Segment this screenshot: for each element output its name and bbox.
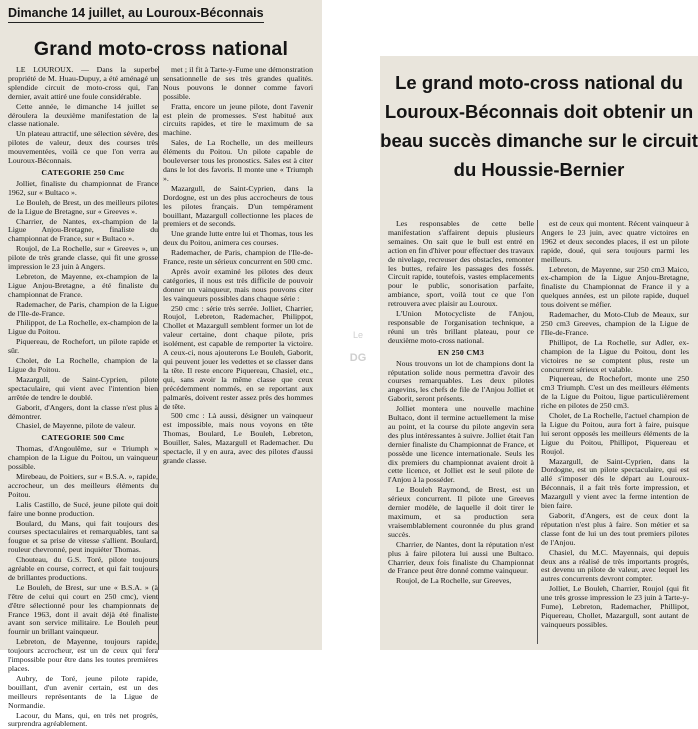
article-paragraph: 250 cmc : série très serrée. Jolliet, Charrier, Roujol, Lebreton, Rademacher, Philippot, Chollet et Mazargull semblent former un lot de valeur certaine, dont chaque pilote, pris isolément, est capable de remporter la victoire. A ceux-ci, nous ajouterons Le Bouleh, Gaborit, qui peuvent jouer les vedettes et se classer dans la tête. Il reste encore Piquereau, Chasiel, etc., qui, sans avoir la même classe que ceux précédemment nommés, en se reportant aux palmarès, doivent rester assez près des hommes de tête. — [163, 303, 313, 411]
article-paragraph: Chasiel, de Mayenne, pilote de valeur. — [16, 421, 136, 431]
article-paragraph: Cholet, de La Rochelle, l'actuel champion de la Ligue du Poitou, aura fort à faire, puisque lui seront opposés les meilleurs éléments de la Ligue du Poitou, Phillipot, Piquereau et Roujol. — [541, 411, 689, 456]
article-paragraph: Une grande lutte entre lui et Thomas, tous les deux du Poitou, animera ces courses. — [163, 229, 313, 248]
archive-stamp-watermark: Le DG — [349, 330, 367, 364]
article-paragraph: Jolliet montera une nouvelle machine Bultaco, dont il termine actuellement la mise au point, et la course du pilote angevin sera des plus intéressantes à suivre. Jolliet était l'an dernier finaliste du Championnat de France, et possède une licence internationale. Seuls les dix premiers du championnat avaient droit à cette licence, et Jolliet est le seul pilote de l'Anjou à la posséder. — [388, 404, 534, 485]
article-paragraph: Roujol, de La Rochelle, sur Greeves, — [396, 576, 512, 586]
article-paragraph: Cette année, le dimanche 14 juillet se déroulera la deuxième manifestation de la classe nationale. — [8, 101, 158, 129]
article-column-1 — [388, 220, 534, 644]
article-paragraph: 500 cmc : Là aussi, désigner un vainqueur est impossible, mais nous voyons en tête Thomas, Boulard, Le Bouleh, Lebreton, Bouiller, Sales, Mazargull et Rademacher. Du spectacle, il y en aura, avec des pilotes d'aussi grande classe. — [163, 411, 313, 465]
article-paragraph: L'Union Motocycliste de l'Anjou, responsable de l'organisation technique, a réuni un très brillant plateau, pour ce deuxième moto-cross national. — [388, 309, 534, 345]
article-paragraph: Rademacher, de Paris, champion de la Ligue de l'Ile-de-France. — [8, 299, 158, 318]
article-paragraph: Piquereau, de Rochefort, monte une 250 cm3 Triumph. C'est un des meilleurs éléments de la Ligue du Poitou, ligue particulièrement riche en pilotes de 250 cm3. — [541, 374, 689, 411]
article-paragraph: Jolliet, Le Bouleh, Charrier, Roujol (qui fit une très grosse impression le 23 juin à Tarte-y-Fume), Lebreton, Rademacher, Phillipot, Piquereau, Chollet, Mazargull, sont autant de vainqueurs possibles. — [541, 584, 689, 629]
article-paragraph: Cholet, de La Rochelle, champion de la Ligue du Poitou. — [8, 356, 158, 374]
column-divider — [158, 66, 159, 650]
article-paragraph: est de ceux qui montent. Récent vainqueur à Angers le 23 juin, avec quatre victoires en 1962 et deux secondes places, il est un pilote rapide, doué, qui sera toujours parmi les meilleurs. — [541, 219, 689, 264]
article-paragraph: Boulard, du Mans, qui fait toujours des courses spectaculaires et remarquables, tant sa fougue et sa prise de vitesse s'allient. Boulard, rouleur chevronné, peut inquiéter Thomas. — [8, 518, 158, 555]
article-paragraph: Un plateau attractif, une sélection sévère, des pilotes de valeur, deux des courses très mouvementées, voilà ce que l'on verra au Louroux-Béconnais. — [8, 129, 158, 166]
article-paragraph: Nous trouvons un lot de champions dont la réputation solide nous permettra d'avoir des courses remarquables. Les deux pilotes angevins, les chefs de file de l'Anjou Jolliet et Gaborit, seront présents. — [388, 358, 534, 404]
article-paragraph: Thomas, d'Angoulême, sur « Triumph » champion de la Ligue du Poitou, un vainqueur possible. — [8, 444, 158, 472]
article-paragraph: Piquereau, de Rochefort, un pilote rapide et sûr. — [8, 337, 158, 356]
clipping-headline: Grand moto-cross national — [33, 38, 289, 60]
column-divider — [537, 220, 538, 644]
article-paragraph: Le Bouleh, de Brest, sur une « B.S.A. » (à l'être de celui qui court en 250 cmc), vient d'être sélectionné pour les championnats de France 1963, dont il avait déjà été finaliste avant son service militaire. Le Bouleh peut fournir un brillant vainqueur. — [8, 582, 158, 637]
article-paragraph: Gaborit, d'Angers, est de ceux dont la réputation n'est plus à faire. Son métier et sa classe font de lui un des tout premiers pilotes de l'Anjou. — [541, 511, 689, 547]
article-paragraph: Chouteau, du G.S. Toré, pilote toujours agréable en course, correct, et qui fait toujours de brillantes productions. — [8, 555, 158, 582]
section-heading: CATEGORIE 500 Cmc — [41, 433, 125, 443]
section-heading: CATEGORIE 250 Cmc — [41, 167, 125, 177]
article-paragraph: Mirebeau, de Poitiers, sur « B.S.A. », rapide, accrocheur, un des meilleurs éléments du Poitou. — [8, 471, 158, 499]
article-paragraph: Mazargull, de Saint-Cyprien, dans la Dordogne, est un pilote spectaculaire, qui est allé s'imposer dès le départ au Louroux-Béconnais, il a fait très forte impression, et Mazargull y vient avec la ferme intention de bien faire. — [541, 456, 689, 511]
article-paragraph: Charrier, de Nantes, dont la réputation n'est plus à faire pilotera lui aussi une Bultaco. Charrier, deux fois finaliste du Championnat de France peut être donné comme vainqueur. — [388, 539, 534, 576]
article-paragraph: Lebreton, de Mayenne, ex-champion de la Ligue Anjou-Bretagne, a été finaliste du championnat de France. — [8, 271, 158, 299]
article-paragraph: Chasiel, du M.C. Mayennais, qui depuis deux ans a réalisé de très importants progrès, est devenu un pilote de valeur, avec lequel les autres concurrents devront compter. — [541, 547, 689, 584]
article-paragraph: Charrier, de Nantes, ex-champion de la Ligue Anjou-Bretagne, finaliste du championnat de France, sur « Bultaco ». — [8, 216, 158, 244]
article-paragraph: Philippot, de La Rochelle, ex-champion de la Ligue du Poitou. — [8, 318, 158, 337]
article-column-2 — [163, 65, 313, 465]
article-paragraph: Phillipot, de La Rochelle, sur Adler, ex-champion de la Ligue du Poitou, dont les victoires ne se comptent plus, reste un concurrent sérieux et valable. — [541, 337, 689, 374]
article-paragraph: Lebreton, de Mayenne, toujours rapide, toujours accrocheur, est un de ceux qui fera l'impossible pour être dans les toutes premières places. — [8, 637, 158, 673]
clipping-kicker: Dimanche 14 juillet, au Louroux-Béconnais — [8, 6, 264, 23]
article-paragraph: Après avoir examiné les pilotes des deux catégories, il nous est très difficile de pouvoir donner un vainqueur, mais nous pouvons citer les vainqueurs possibles dans chaque série : — [163, 266, 313, 303]
article-paragraph: Sales, de La Rochelle, un des meilleurs éléments du Poitou. Un pilote capable de bouleverser tous les pronostics. Sales est à citer dans le lot des favoris. Il monte une « Triumph ». — [163, 138, 313, 183]
article-paragraph: Mazargull, de Saint-Cyprien, dans la Dordogne, est un des plus accrocheurs de tous les pilotes français. D'un tempérament bouillant, Mazargull collectionne les places de premiers et de seconds. — [163, 183, 313, 229]
article-paragraph: Aubry, de Toré, jeune pilote rapide, bouillant, d'un avenir certain, est un des meilleurs représentants de la Ligue de Normandie. — [8, 673, 158, 710]
article-paragraph: Fratta, encore un jeune pilote, dont l'avenir est plein de promesses. S'est habitué aux circuits rapides, et tire le maximum de sa machine. — [163, 101, 313, 138]
article-paragraph: Les responsables de cette belle manifestation s'affairent depuis plusieurs semaines. On sait que le bull est entré en action en fin d'hiver pour effectuer des travaux de nivelage, recreuser des obstacles, remonter les buttes, refaire les passages des fossés. Circuit rapide, toutefois, vastes emplacements pour le public, sonorisation parfaite, ambiance, sport, voilà tout ce que l'on retrouvera avec plaisir au Louroux. — [388, 219, 534, 309]
article-paragraph: Rademacher, du Moto-Club de Meaux, sur 250 cm3 Greeves, champion de la Ligue de l'Ile-de-France. — [541, 310, 689, 337]
article-paragraph: Lalis Castillo, de Sucé, jeune pilote qui doit faire une bonne production. — [8, 499, 158, 518]
article-paragraph: Gaborit, d'Angers, dont la classe n'est plus à démontrer. — [8, 402, 158, 421]
newspaper-clipping-left — [0, 0, 322, 729]
article-paragraph: Le Bouleh Raymond, de Brest, est un sérieux concurrent. Il pilote une Greeves dernier modèle, de laquelle il doit tirer le maximum, et sa production sera vraisemblablement couronnée du plus grand succès. — [388, 485, 534, 539]
article-paragraph: Rademacher, de Paris, champion de l'Ile-de-France, reste un sérieux concurrent en 500 cmc. — [163, 248, 313, 267]
newspaper-clipping-right — [380, 56, 698, 650]
article-paragraph: Lacour, du Mans, qui, en très net progrès, surprendra agréablement. — [8, 710, 158, 729]
article-column-1 — [8, 65, 158, 729]
article-paragraph: LE LOUROUX. — Dans la superbe propriété de M. Huau-Dupuy, a été aménagé un splendide circuit de moto-cross qui, l'an dernier, avait attiré une foule considérable. — [8, 65, 158, 101]
article-paragraph: Lebreton, de Mayenne, sur 250 cm3 Maico, ex-champion de la Ligue Anjou-Bretagne, finaliste du Championnat de France il y a quelques années, est un pilote rapide, duquel tous doivent se méfier. — [541, 264, 689, 310]
article-paragraph: met ; il fit à Tarte-y-Fume une démonstration sensationnelle de ses très grandes qualités. Nous pouvons le donner comme favori possible. — [163, 65, 313, 101]
article-paragraph: Mazargull, de Saint-Cyprien, pilote spectaculaire, qui vient avec l'intention bien arrêtée de tendre le doublé. — [8, 374, 158, 402]
section-heading: EN 250 CM3 — [437, 347, 485, 357]
article-paragraph: Le Bouleh, de Brest, un des meilleurs pilotes de la Ligue de Bretagne, sur « Greeves ». — [8, 197, 158, 216]
article-paragraph: Jolliet, finaliste du championnat de France 1962, sur « Bultaco ». — [8, 178, 158, 197]
article-column-2 — [541, 220, 689, 644]
clipping-headline: Le grand moto-cross national du Louroux-Béconnais doit obtenir un beau succès dimanche sur le circuit du Houssie-Bernier — [380, 72, 698, 180]
article-paragraph: Roujol, de La Rochelle, sur « Greeves », un pilote de très grande classe, qui fit une grosse impression le 23 juin à Angers. — [8, 244, 158, 272]
